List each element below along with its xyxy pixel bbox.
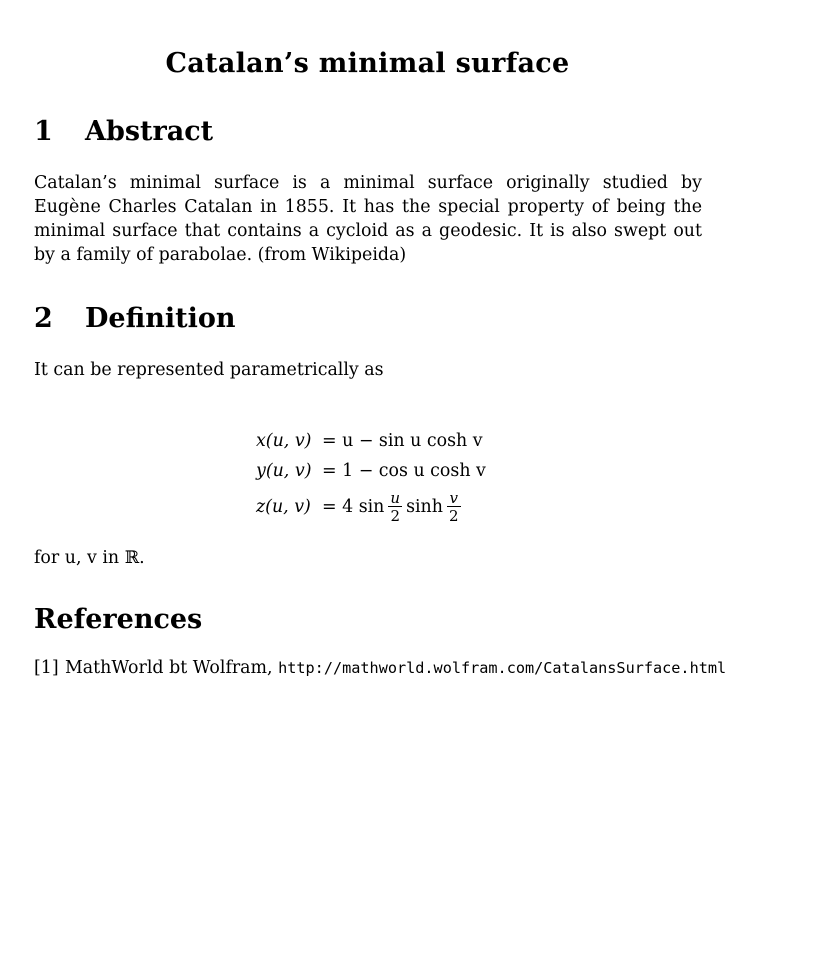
fraction-v-over-2 — [447, 490, 461, 524]
equation-rhs: = 1 − cos u cosh v — [322, 461, 486, 481]
abstract-paragraph: Catalan’s minimal surface is a minimal surface originally studied by Eugène Charles Catalan in 1855. It has the special property of being the minimal surface that contains a cycloid as a geodesic. It is also swept out by a family of parabolae. (from Wikipeida) — [34, 173, 702, 265]
definition-intro: It can be represented parametrically as — [34, 360, 384, 380]
references-heading: References — [34, 604, 203, 635]
equation-rhs: = u − sin u cosh v — [322, 431, 483, 451]
section-title: Definition — [85, 303, 236, 334]
fraction-denominator: 2 — [390, 507, 400, 525]
fraction-numerator: v — [449, 489, 458, 507]
section-heading-abstract — [34, 116, 213, 147]
equation-rhs — [322, 490, 465, 524]
reference-url[interactable]: http://mathworld.wolfram.com/CatalansSurface.html — [278, 659, 727, 677]
section-number: 1 — [34, 116, 53, 147]
fraction-denominator: 2 — [448, 507, 459, 525]
equation-y — [256, 456, 486, 486]
reference-text: MathWorld bt Wolfram, — [65, 658, 279, 678]
section-title: Abstract — [85, 116, 214, 147]
reference-label: [1] — [34, 658, 59, 678]
section-number: 2 — [34, 303, 53, 334]
domain-statement: for u, v in ℝ. — [34, 548, 145, 568]
equation-z — [256, 486, 486, 528]
equation-x — [256, 426, 486, 456]
equation-block — [256, 426, 486, 528]
equation-prefix: = 4 sin — [322, 497, 385, 517]
equation-lhs: z(u, v) — [256, 497, 311, 517]
equation-sinh: sinh — [406, 497, 443, 517]
reference-item — [34, 658, 726, 678]
document-title: Catalan’s minimal surface — [165, 48, 570, 79]
fraction-u-over-2 — [388, 490, 402, 524]
equation-lhs: x(u, v) — [256, 431, 312, 451]
section-heading-definition — [34, 303, 235, 334]
fraction-numerator: u — [390, 489, 401, 507]
equation-lhs: y(u, v) — [256, 461, 312, 481]
